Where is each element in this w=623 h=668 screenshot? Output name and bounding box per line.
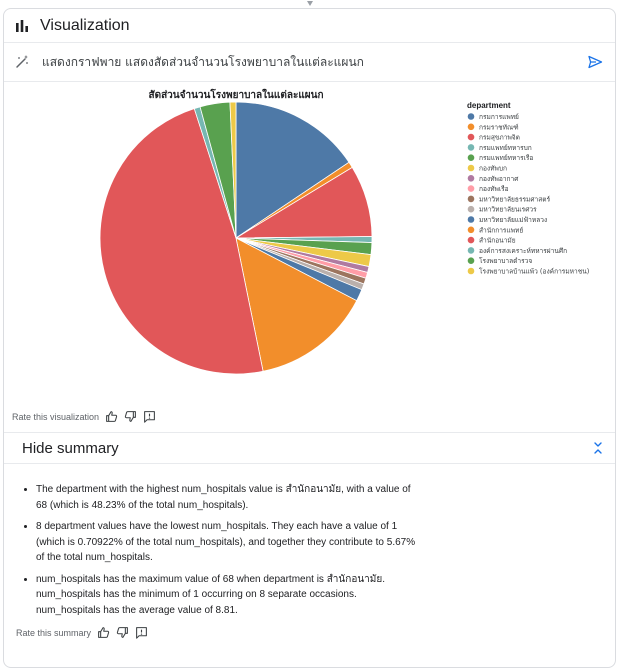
rate-visualization-label: Rate this visualization — [12, 411, 100, 422]
legend-label: กองทัพอากาศ — [479, 174, 519, 183]
legend-swatch — [468, 175, 475, 182]
legend-swatch — [468, 154, 475, 161]
card-header — [4, 9, 615, 43]
legend-title: department — [467, 101, 511, 110]
legend-swatch — [468, 113, 475, 120]
chart-title: สัดส่วนจำนวนโรงพยาบาลในแต่ละแผนก — [148, 90, 324, 101]
legend-swatch — [468, 257, 475, 264]
legend-label: โรงพยาบาลบ้านแพ้ว (องค์การมหาชน) — [479, 267, 590, 276]
send-icon[interactable] — [587, 54, 603, 70]
bar-chart-icon — [14, 18, 30, 34]
rate-visualization-row — [12, 410, 156, 423]
rate-summary-row — [16, 626, 148, 639]
legend-swatch — [468, 237, 475, 244]
thumbs-down-icon[interactable] — [124, 410, 137, 423]
summary-bullet: • The department with the highest num_hospitals value is สำนักอนามัย, with a value of 68 (which is 48.23% of the total num_hospitals). — [36, 482, 416, 513]
summary-list — [4, 464, 615, 618]
scroll-indicator-icon — [305, 0, 315, 8]
collapse-icon[interactable] — [591, 441, 605, 455]
chart-area — [4, 82, 615, 402]
legend-swatch — [468, 216, 475, 223]
legend-swatch — [468, 185, 475, 192]
summary-section — [4, 432, 615, 668]
feedback-icon[interactable] — [143, 410, 156, 423]
legend-swatch — [468, 196, 475, 203]
thumbs-down-icon[interactable] — [116, 626, 129, 639]
rate-summary-label: Rate this summary — [16, 627, 92, 638]
legend-label: กรมแพทย์ทหารเรือ — [479, 154, 534, 163]
legend-label: สำนักการแพทย์ — [479, 226, 524, 235]
thumbs-up-icon[interactable] — [105, 410, 118, 423]
legend-label: มหาวิทยาลัยแม่ฟ้าหลวง — [479, 216, 548, 224]
magic-wand-icon — [14, 54, 30, 70]
summary-bullet: • 8 department values have the lowest num_hospitals. They each have a value of 1 (which is 0.70922% of the total num_hospitals), and together they contribute to 5.67% of the total num_hospitals. — [36, 519, 416, 566]
summary-header[interactable] — [4, 433, 615, 464]
visualization-card — [3, 8, 616, 668]
legend-label: กรมการแพทย์ — [479, 113, 519, 121]
legend-label: กองทัพเรือ — [479, 185, 509, 194]
summary-toggle-label[interactable]: Hide summary — [22, 439, 119, 457]
pie-chart — [4, 82, 615, 402]
thumbs-up-icon[interactable] — [97, 626, 110, 639]
legend-swatch — [468, 268, 475, 275]
legend-swatch — [468, 206, 475, 213]
legend-label: มหาวิทยาลัยนเรศวร — [479, 205, 537, 214]
legend-swatch — [468, 227, 475, 234]
feedback-icon[interactable] — [135, 626, 148, 639]
legend-swatch — [468, 134, 475, 141]
legend-swatch — [468, 247, 475, 254]
legend-label: กรมสุขภาพจิต — [479, 133, 520, 142]
legend-swatch — [468, 165, 475, 172]
legend-label: กรมแพทย์ทหารบก — [479, 143, 532, 152]
legend-label: องค์การสงเคราะห์ทหารผ่านศึก — [479, 246, 568, 255]
prompt-text: แสดงกราฟพาย แสดงสัดส่วนจำนวนโรงพยาบาลในแต่ละแผนก — [42, 54, 364, 69]
prompt-row — [4, 43, 615, 82]
legend-label: โรงพยาบาลตำรวจ — [479, 257, 533, 266]
legend-swatch — [468, 124, 475, 131]
legend-label: กองทัพบก — [479, 164, 508, 173]
legend-label: มหาวิทยาลัยธรรมศาสตร์ — [479, 195, 551, 204]
summary-bullet: • num_hospitals has the maximum value of 68 when department is สำนักอนามัย. num_hospitals has the minimum of 1 occurring on 8 separate occasions. num_hospitals has the average value of 8.81. — [36, 572, 416, 619]
legend-label: สำนักอนามัย — [479, 236, 516, 245]
legend-swatch — [468, 144, 475, 151]
card-title: Visualization — [40, 16, 130, 34]
legend-label: กรมราชทัณฑ์ — [479, 123, 519, 132]
